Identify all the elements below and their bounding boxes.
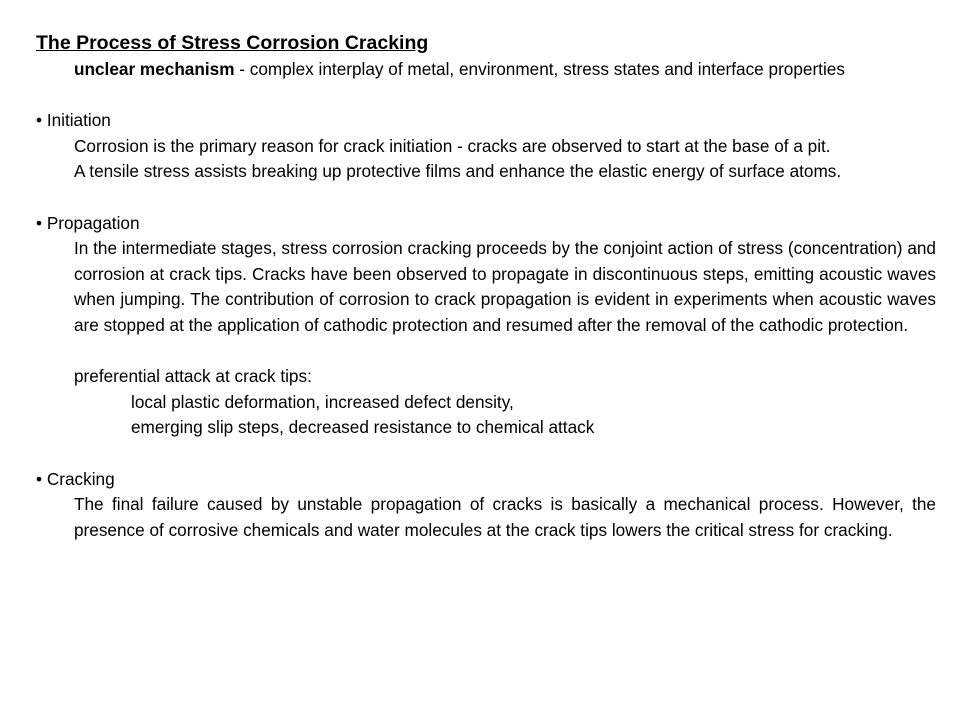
cracking-paragraph: The final failure caused by unstable propagation of cracks is basically a mechanical process. However, the presence of corrosive chemicals and water molecules at the crack tips lowers the critical stress for cracking.: [74, 494, 936, 540]
section-heading-propagation: [36, 211, 936, 237]
propagation-sublabel: preferential attack at crack tips:: [74, 366, 312, 387]
slide-title: The Process of Stress Corrosion Cracking: [36, 32, 429, 54]
section-heading-label: Propagation: [46, 212, 140, 233]
spacer: [36, 339, 936, 365]
spacer: [36, 185, 936, 211]
section-heading-cracking: [36, 467, 936, 493]
intro-bold-term: unclear mechanism: [74, 59, 235, 79]
section-heading-initiation: [36, 108, 936, 134]
spacer: [36, 441, 936, 467]
propagation-subline-2: emerging slip steps, decreased resistance to chemical attack: [131, 417, 595, 438]
bullet-icon: •: [36, 110, 43, 131]
slide-content: [36, 30, 936, 543]
initiation-paragraph-1: Corrosion is the primary reason for crack initiation - cracks are observed to start at the base of a pit.: [74, 135, 831, 156]
intro-paragraph: [36, 57, 936, 83]
spacer: [36, 83, 936, 109]
initiation-paragraph-2: A tensile stress assists breaking up protective films and enhance the elastic energy of surface atoms.: [74, 161, 842, 182]
section-heading-label: Cracking: [46, 468, 115, 489]
bullet-icon: •: [36, 468, 43, 489]
propagation-subline-1: local plastic deformation, increased defect density,: [131, 391, 514, 412]
section-heading-label: Initiation: [46, 110, 111, 131]
propagation-paragraph: In the intermediate stages, stress corrosion cracking proceeds by the conjoint action of stress (concentration) and corrosion at crack tips. Cracks have been observed to propagate in discontinuous steps, emitting acoustic waves when jumping. The contribution of corrosion to crack propagation is evident in experiments when acoustic waves are stopped at the application of cathodic protection and resumed after the removal of the cathodic protection.: [74, 238, 936, 335]
intro-text: - complex interplay of metal, environment, stress states and interface properties: [234, 59, 845, 79]
bullet-icon: •: [36, 212, 43, 233]
